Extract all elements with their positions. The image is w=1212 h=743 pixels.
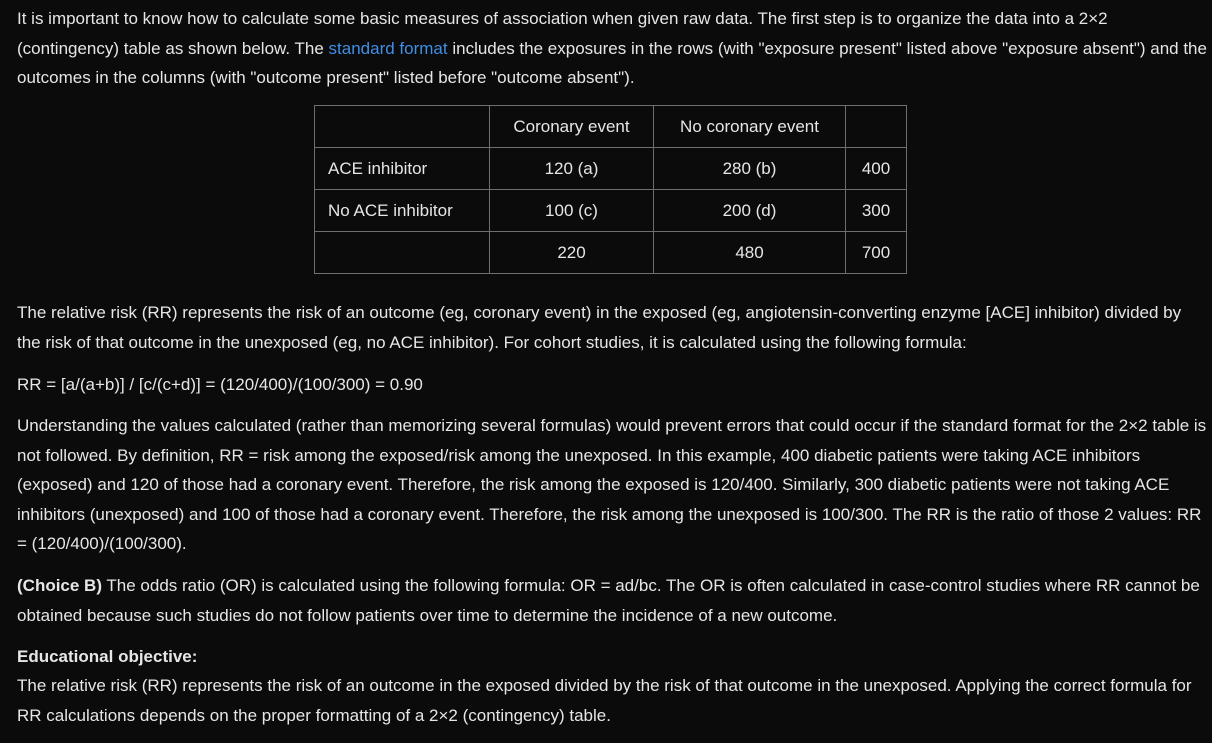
- table-cell: 200 (d): [654, 190, 846, 232]
- table-cell: 120 (a): [490, 148, 654, 190]
- table-row-label: [315, 232, 490, 274]
- intro-text-2: includes the exposures in the rows (with "exposure present" listed above "exposure absent") and the outcomes in the columns (with "outcome present" listed before "outcome absent").: [17, 38, 1207, 87]
- table-cell: 400: [846, 148, 907, 190]
- table-header-cell: [846, 106, 907, 148]
- table-cell: 300: [846, 190, 907, 232]
- rr-formula: RR = [a/(a+b)] / [c/(c+d)] = (120/400)/(100/300) = 0.90: [17, 375, 423, 394]
- table-cell: 280 (b): [654, 148, 846, 190]
- choice-b-label: (Choice B): [17, 576, 102, 595]
- table-row: [315, 190, 907, 232]
- contingency-table: [314, 105, 907, 274]
- table-row-label: No ACE inhibitor: [315, 190, 490, 232]
- educational-objective-heading: Educational objective:: [17, 647, 198, 666]
- intro-text-1: It is important to know how to calculate some basic measures of association when given raw data. The first step is to organize the data into a 2×2 (contingency) table as shown below. The: [17, 9, 1108, 58]
- understanding-paragraph: Understanding the values calculated (rather than memorizing several formulas) would prevent errors that could occur if the standard format for the 2×2 table is not followed. By definition, RR = risk among the exposed/risk among the unexposed. In this example, 400 diabetic patients were taking ACE inhibitors (exposed) and 120 of those had a coronary event. Therefore, the risk among the exposed is 120/400. Similarly, 300 diabetic patients were not taking ACE inhibitors (unexposed) and 100 of those had a coronary event. Therefore, the risk among the unexposed is 100/300. The RR is the ratio of those 2 values: RR = (120/400)/(100/300).: [17, 416, 1207, 553]
- choice-b-text: The odds ratio (OR) is calculated using the following formula: OR = ad/bc. The OR is often calculated in case-control studies where RR cannot be obtained because such studies do not follow patients over time to determine the incidence of a new outcome.: [17, 576, 1200, 625]
- table-row: [315, 148, 907, 190]
- table-cell: 220: [490, 232, 654, 274]
- educational-objective-text: The relative risk (RR) represents the risk of an outcome in the exposed divided by the risk of that outcome in the unexposed. Applying the correct formula for RR calculations depends on the proper formatting of a 2×2 (contingency) table.: [17, 676, 1192, 725]
- table-cell: 480: [654, 232, 846, 274]
- rr-definition-paragraph: The relative risk (RR) represents the risk of an outcome (eg, coronary event) in the exposed (eg, angiotensin-converting enzyme [ACE] inhibitor) divided by the risk of that outcome in the unexposed (eg, no ACE inhibitor). For cohort studies, it is calculated using the following formula:: [17, 303, 1182, 352]
- table-header-cell: No coronary event: [654, 106, 846, 148]
- table-header-row: [315, 106, 907, 148]
- choice-b-paragraph: [17, 571, 1207, 630]
- intro-paragraph: [17, 4, 1207, 93]
- table-total-row: [315, 232, 907, 274]
- table-header-cell: [315, 106, 490, 148]
- table-header-cell: Coronary event: [490, 106, 654, 148]
- standard-format-link[interactable]: standard format: [328, 38, 448, 58]
- table-row-label: ACE inhibitor: [315, 148, 490, 190]
- table-cell: 100 (c): [490, 190, 654, 232]
- table-cell: 700: [846, 232, 907, 274]
- explanation-content: [17, 4, 1207, 93]
